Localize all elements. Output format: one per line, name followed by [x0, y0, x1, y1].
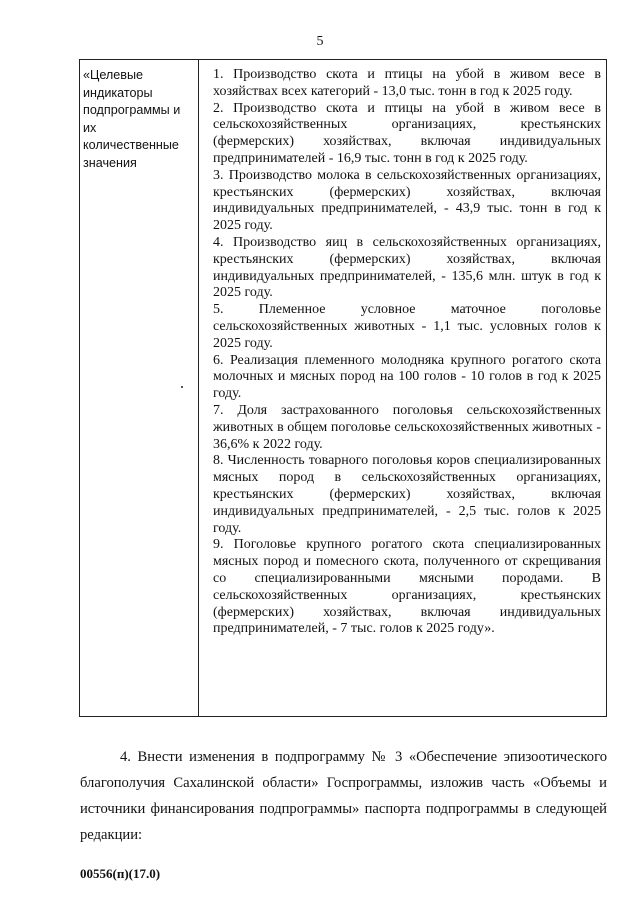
- indicators-list: [213, 67, 601, 638]
- indicator-item: 8. Численность товарного поголовья коров специализированных мясных пород в сельскохозяйственных организациях, крестьянских (фермерских) хозяйствах, включая индивидуальных предпринимателей, - 2,5 тыс. голов к 2025 году.: [213, 453, 601, 536]
- passport-table: [79, 59, 607, 717]
- indicator-item: 2. Производство скота и птицы на убой в живом весе в сельскохозяйственных организациях, крестьянских (фермерских) хозяйствах, включая индивидуальных предпринимателей - 16,9 тыс. тонн в год к 2025 году.: [213, 100, 601, 166]
- document-code: 00556(п)(17.0): [80, 866, 161, 881]
- indicator-item: 1. Производство скота и птицы на убой в живом весе в хозяйствах всех категорий - 13,0 тыс. тонн в год к 2025 году.: [213, 67, 601, 99]
- indicator-item: 6. Реализация племенного молодняка крупного рогатого скота молочных и мясных пород на 100 голов - 10 голов в год к 2025 году.: [213, 352, 601, 402]
- indicator-item: 9. Поголовье крупного рогатого скота специализированных мясных пород и помесного скота, полученного от скрещивания со специализированными мясными породами. В сельскохозяйственных организациях, крестьянских (фермерских) хозяйствах, включая индивидуальных предпринимателей, - 7 тыс. голов к 2025 году».: [213, 537, 601, 637]
- indicator-item: 4. Производство яиц в сельскохозяйственных организациях, крестьянских (фермерских) хозяйствах, включая индивидуальных предпринимателей, - 135,6 млн. штук в год к 2025 году.: [213, 234, 601, 301]
- page-number: 5: [316, 34, 324, 49]
- indicator-item: 3. Производство молока в сельскохозяйственных организациях, крестьянских (фермерских) хозяйствах, включая индивидуальных предпринимателей, - 43,9 тыс. тонн в год к 2025 году.: [213, 167, 601, 234]
- amendment-paragraph: 4. Внести изменения в подпрограмму № 3 «Обеспечение эпизоотического благополучия Сахалинской области» Госпрограммы, изложив часть «Объемы и источники финансирования подпрограммы» паспорта подпрограммы в следующей редакции:: [80, 749, 607, 843]
- column-divider: [198, 60, 199, 716]
- indicators-label: «Целевые индикаторы подпрограммы и их количественные значения: [83, 68, 181, 170]
- indicator-item: 7. Доля застрахованного поголовья сельскохозяйственных животных в общем поголовье сельскохозяйственных животных - 36,6% к 2022 году.: [213, 402, 601, 452]
- scan-speck: [181, 386, 183, 388]
- indicator-item: 5. Племенное условное маточное поголовье сельскохозяйственных животных - 1,1 тыс. условных голов к 2025 году.: [213, 302, 601, 351]
